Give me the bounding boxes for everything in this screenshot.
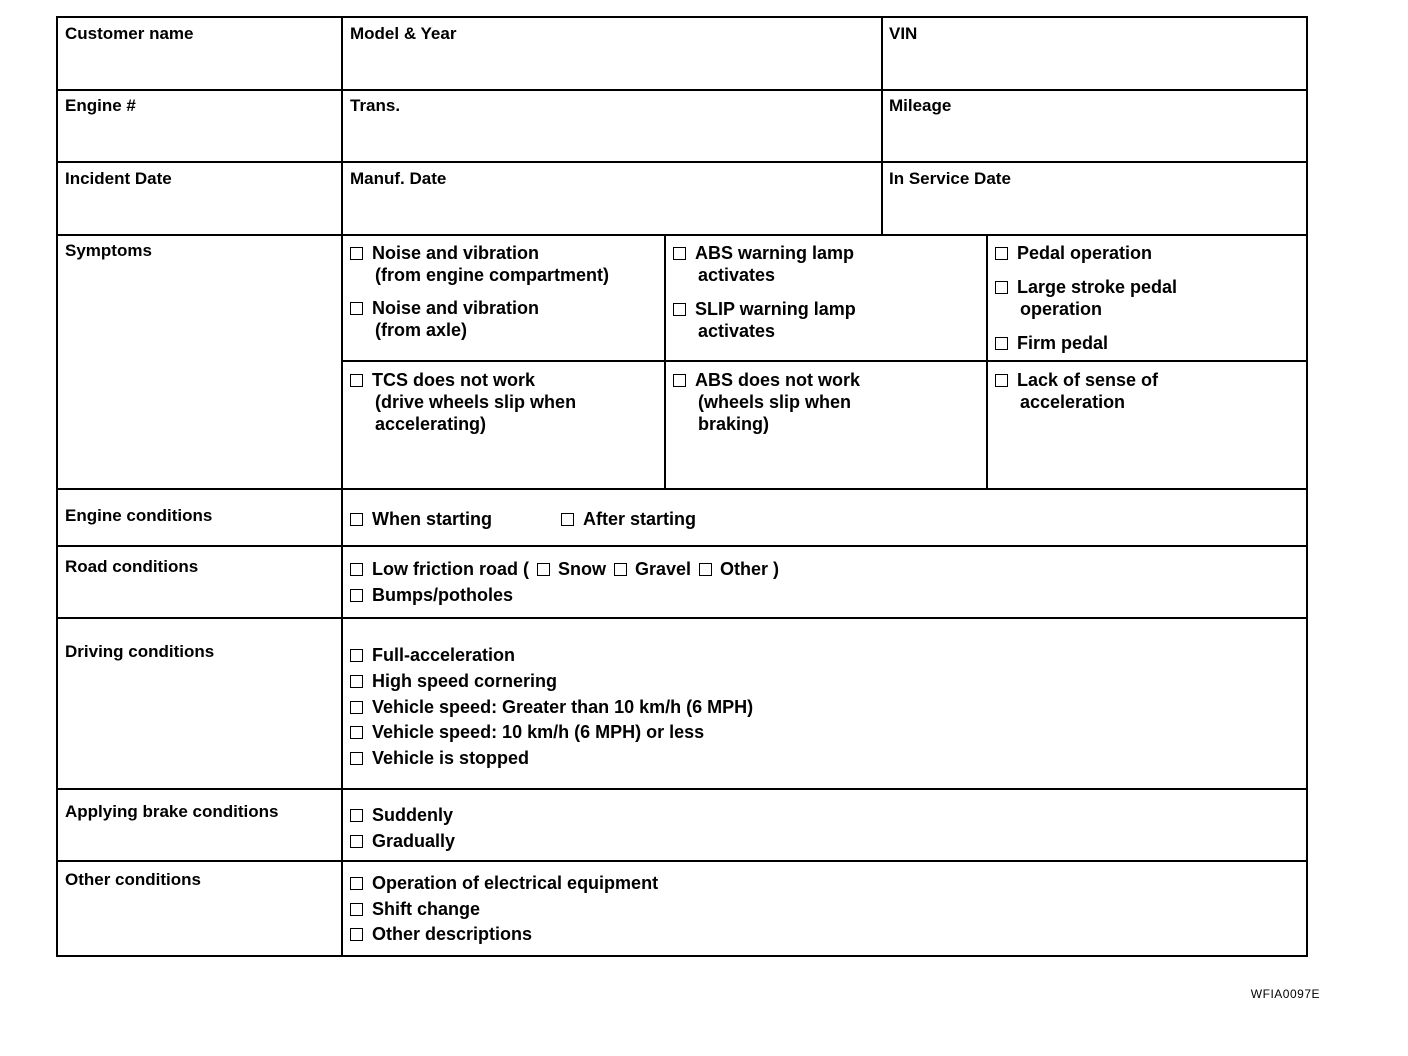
checkbox-square[interactable]: [995, 247, 1008, 260]
checkbox-square[interactable]: [673, 374, 686, 387]
vehicle-stopped-checkbox[interactable]: Vehicle is stopped: [350, 747, 529, 769]
full-acceleration-checkbox[interactable]: Full-acceleration: [350, 644, 515, 666]
vin-label: VIN: [889, 24, 918, 43]
row-divider: [58, 545, 1306, 547]
model-year-label: Model & Year: [350, 24, 457, 43]
driving-conditions-label: Driving conditions: [65, 642, 215, 661]
checkbox-square[interactable]: [350, 726, 363, 739]
checkbox-square[interactable]: [350, 877, 363, 890]
noise-engine-checkbox[interactable]: Noise and vibration (from engine compartment): [350, 242, 609, 286]
high-speed-cornering-checkbox[interactable]: High speed cornering: [350, 670, 557, 692]
symptom-grid-divider: [342, 360, 1306, 362]
abs-warning-lamp-checkbox[interactable]: ABS warning lamp activates: [673, 242, 854, 286]
bumps-potholes-checkbox[interactable]: Bumps/potholes: [350, 584, 513, 606]
checkbox-square[interactable]: [350, 302, 363, 315]
lack-of-acceleration-checkbox[interactable]: Lack of sense of acceleration: [995, 369, 1158, 413]
road-conditions-label: Road conditions: [65, 557, 199, 576]
checkbox-square[interactable]: [350, 835, 363, 848]
symptoms-label: Symptoms: [65, 241, 152, 260]
row-divider: [58, 161, 1306, 163]
checkbox-square[interactable]: [350, 563, 363, 576]
diagnostic-worksheet: [56, 16, 1308, 957]
slip-warning-lamp-checkbox[interactable]: SLIP warning lamp activates: [673, 298, 856, 342]
checkbox-square[interactable]: [350, 589, 363, 602]
header-column-divider: [881, 18, 883, 234]
checkbox-square[interactable]: [350, 649, 363, 662]
row-divider: [58, 617, 1306, 619]
symptom-column-divider: [986, 234, 988, 488]
checkbox-square[interactable]: [673, 303, 686, 316]
other-road-checkbox[interactable]: [699, 563, 712, 576]
checkbox-square[interactable]: [350, 247, 363, 260]
mileage-label: Mileage: [889, 96, 952, 115]
checkbox-square[interactable]: [995, 337, 1008, 350]
shift-change-checkbox[interactable]: Shift change: [350, 898, 480, 920]
gradually-checkbox[interactable]: Gradually: [350, 830, 455, 852]
speed-less-checkbox[interactable]: Vehicle speed: 10 km/h (6 MPH) or less: [350, 721, 704, 743]
firm-pedal-checkbox[interactable]: Firm pedal: [995, 332, 1108, 354]
row-divider: [58, 860, 1306, 862]
pedal-operation-checkbox[interactable]: Pedal operation: [995, 242, 1152, 264]
suddenly-checkbox[interactable]: Suddenly: [350, 804, 453, 826]
checkbox-square[interactable]: [995, 374, 1008, 387]
electrical-equipment-checkbox[interactable]: Operation of electrical equipment: [350, 872, 658, 894]
row-divider: [58, 488, 1306, 490]
other-conditions-label: Other conditions: [65, 870, 201, 889]
checkbox-square[interactable]: [350, 701, 363, 714]
row-divider: [58, 788, 1306, 790]
other-descriptions-checkbox[interactable]: Other descriptions: [350, 923, 532, 945]
checkbox-square[interactable]: [561, 513, 574, 526]
speed-greater-checkbox[interactable]: Vehicle speed: Greater than 10 km/h (6 MPH): [350, 696, 753, 718]
when-starting-checkbox[interactable]: When starting: [350, 508, 492, 530]
after-starting-checkbox[interactable]: After starting: [561, 508, 696, 530]
checkbox-square[interactable]: [673, 247, 686, 260]
checkbox-square[interactable]: [350, 752, 363, 765]
low-friction-road-checkbox[interactable]: Low friction road ( Snow Gravel Other ): [350, 558, 779, 580]
trans-label: Trans.: [350, 96, 401, 115]
checkbox-square[interactable]: [995, 281, 1008, 294]
figure-code: WFIA0097E: [1250, 987, 1320, 1001]
tcs-not-work-checkbox[interactable]: TCS does not work (drive wheels slip when accelerating): [350, 369, 576, 435]
noise-axle-checkbox[interactable]: Noise and vibration (from axle): [350, 297, 539, 341]
abs-not-work-checkbox[interactable]: ABS does not work (wheels slip when braking): [673, 369, 860, 435]
symptom-column-divider: [664, 234, 666, 488]
snow-checkbox[interactable]: [537, 563, 550, 576]
engine-conditions-label: Engine conditions: [65, 506, 213, 525]
incident-date-label: Incident Date: [65, 169, 172, 188]
brake-conditions-label: Applying brake conditions: [65, 802, 279, 821]
checkbox-square[interactable]: [350, 903, 363, 916]
label-column-divider: [341, 18, 343, 955]
checkbox-square[interactable]: [350, 675, 363, 688]
row-divider: [58, 234, 1306, 236]
manuf-date-label: Manuf. Date: [350, 169, 447, 188]
large-stroke-pedal-checkbox[interactable]: Large stroke pedal operation: [995, 276, 1177, 320]
in-service-date-label: In Service Date: [889, 169, 1011, 188]
row-divider: [58, 89, 1306, 91]
gravel-checkbox[interactable]: [614, 563, 627, 576]
checkbox-square[interactable]: [350, 928, 363, 941]
checkbox-square[interactable]: [350, 513, 363, 526]
engine-number-label: Engine #: [65, 96, 136, 115]
checkbox-square[interactable]: [350, 809, 363, 822]
checkbox-square[interactable]: [350, 374, 363, 387]
customer-name-label: Customer name: [65, 24, 194, 43]
